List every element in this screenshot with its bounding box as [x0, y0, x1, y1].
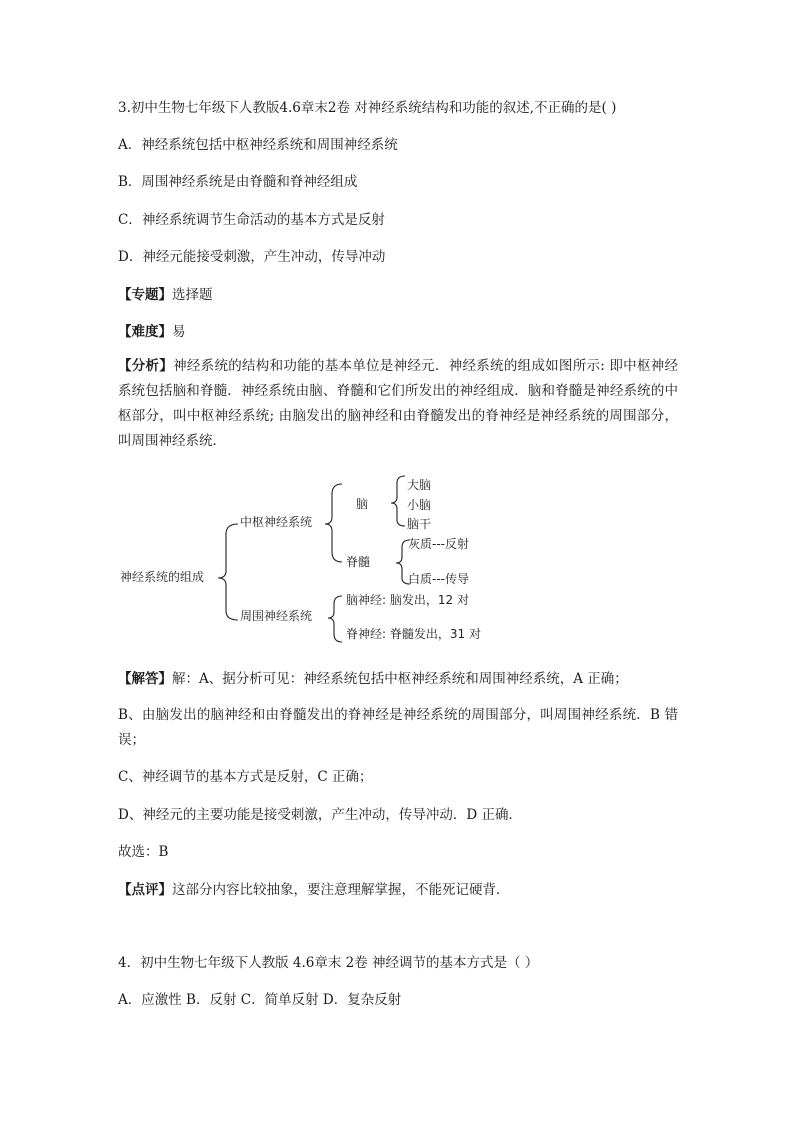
central-brace	[325, 484, 342, 562]
question-4-options: A．应激性 B．反射 C．简单反射 D．复杂反射	[118, 992, 402, 1008]
option-c: C．神经系统调节生命活动的基本方式是反射	[118, 212, 385, 228]
diagram-cranial-nerve: 脑神经: 脑发出，12 对	[346, 593, 469, 607]
analysis-label: 【分析】	[118, 358, 174, 374]
option-d: D．神经元能接受刺激，产生冲动，传导冲动	[118, 249, 386, 265]
analysis-text: 神经系统的结构和功能的基本单位是神经元．神经系统的组成如图所示: 即中枢神经系统包括脑和脊髓．神经系统由脑、脊髓和它们所发出的神经组成．脑和脊髓是神经系统的中枢部分，叫中枢神经系统; 由脑发出的脑神经和由脊髓发出的脊神经是神经系统的周围部分，叫周围神经系统．	[118, 358, 679, 449]
question-3-stem: 3.初中生物七年级下人教版4.6章末2卷 对神经系统结构和功能的叙述,不正确的是( )	[118, 100, 617, 116]
difficulty-line	[118, 322, 186, 342]
answer-line-4: D、神经元的主要功能是接受刺激，产生冲动，传导冲动．D 正确．	[118, 807, 522, 823]
diagram-brainstem: 脑干	[407, 517, 432, 531]
analysis-paragraph	[118, 354, 678, 454]
root-brace	[218, 524, 238, 620]
option-b: B．周围神经系统是由脊髓和脊神经组成	[118, 174, 358, 190]
comment-line	[118, 880, 510, 900]
difficulty-label: 【难度】	[118, 324, 172, 340]
option-a: A．神经系统包括中枢神经系统和周围神经系统	[118, 137, 398, 153]
diagram-root: 神经系统的组成	[120, 570, 205, 584]
answer-choice: 故选：B	[118, 844, 169, 860]
diagram-peripheral: 周围神经系统	[240, 609, 313, 623]
peripheral-brace	[328, 596, 342, 642]
topic-label: 【专题】	[118, 287, 172, 303]
diagram-cerebellum: 小脑	[407, 498, 432, 512]
difficulty-value: 易	[172, 324, 186, 340]
diagram-white-matter: 白质---传导	[408, 572, 469, 586]
nervous-system-diagram	[110, 468, 530, 648]
answer-line-3: C、神经调节的基本方式是反射，C 正确；	[118, 769, 373, 785]
diagram-spinal-nerve: 脊神经: 脊髓发出，31 对	[346, 627, 481, 641]
answer-line-2: B、由脑发出的脑神经和由脊髓发出的脊神经是神经系统的周围部分，叫周围神经系统．B 错误；	[118, 707, 678, 748]
answer-text-1: 解：A、据分析可见：神经系统包括中枢神经系统和周围神经系统，A 正确；	[172, 671, 628, 687]
brain-brace	[391, 476, 405, 526]
topic-line	[118, 285, 213, 305]
diagram-spinal-cord: 脊髓	[346, 555, 371, 569]
diagram-gray-matter: 灰质---反射	[408, 537, 469, 551]
topic-value: 选择题	[172, 287, 213, 303]
diagram-central: 中枢神经系统	[240, 515, 313, 529]
diagram-cerebrum: 大脑	[407, 478, 432, 492]
answer-line-1	[118, 669, 628, 689]
comment-text: 这部分内容比较抽象，要注意理解掌握，不能死记硬背．	[172, 882, 510, 898]
comment-label: 【点评】	[118, 882, 172, 898]
diagram-brain: 脑	[356, 497, 369, 511]
question-4-stem: 4．初中生物七年级下人教版 4.6章末 2卷 神经调节的基本方式是（ ）	[118, 955, 539, 971]
answer-label: 【解答】	[118, 671, 172, 687]
